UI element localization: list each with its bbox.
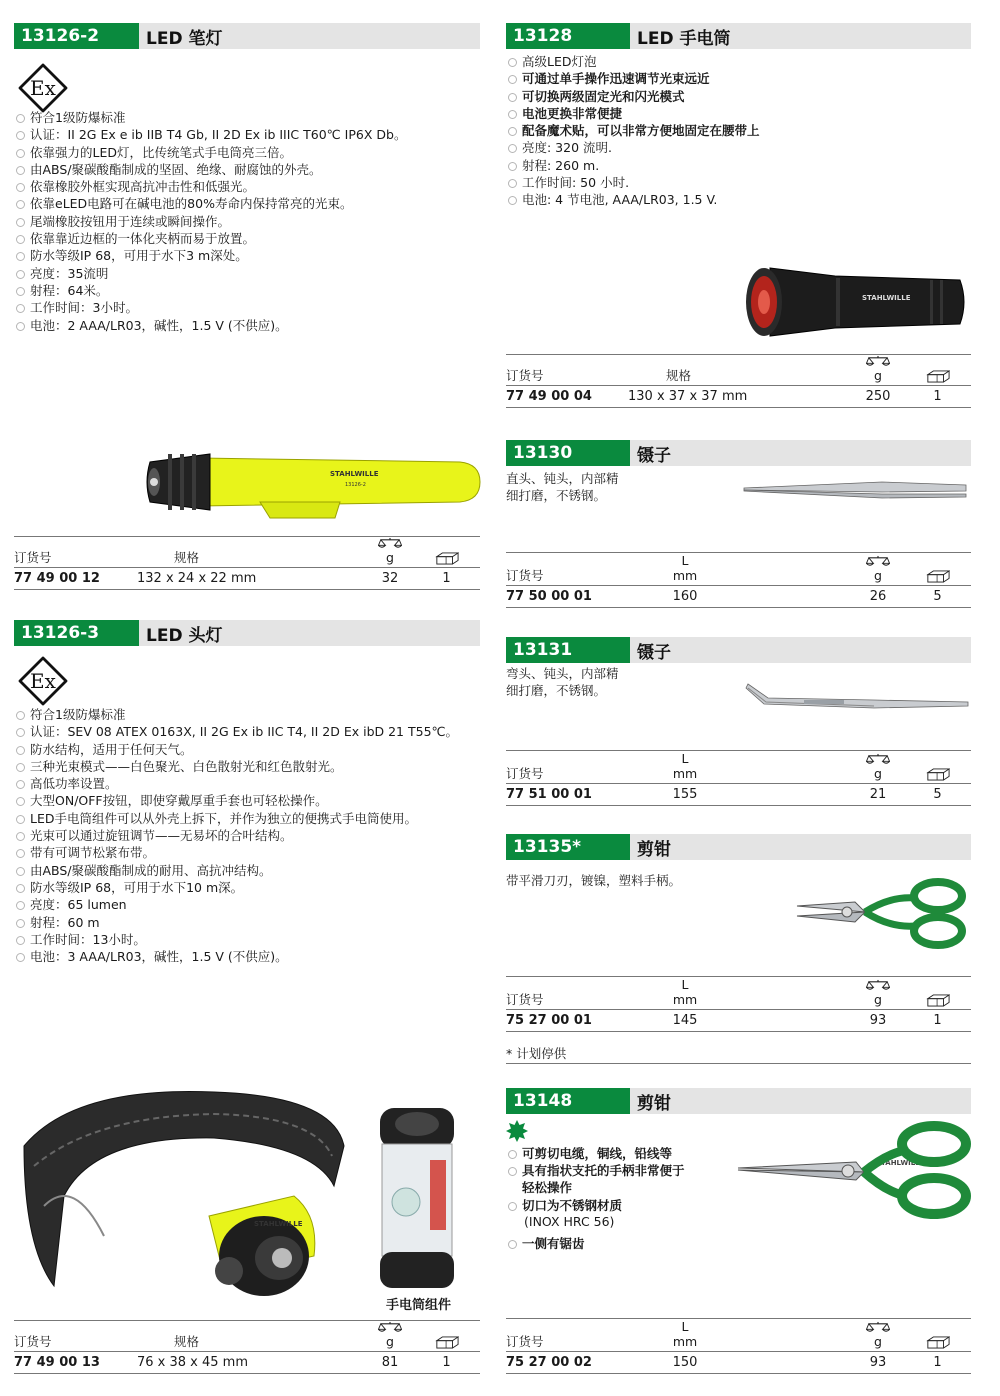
feature-item: 电池：2 AAA/LR03，碱性，1.5 V (不供应)。 [14, 317, 406, 334]
feature-item: 尾端橡胶按钮用于连续或瞬间操作。 [14, 213, 406, 230]
feature-item: 依靠靠近边框的一体化夹柄而易于放置。 [14, 230, 406, 247]
feature-item: 射程：60 m [14, 914, 458, 931]
unit-mm: mm [672, 992, 698, 1007]
table-row [506, 1010, 971, 1032]
spec-table-13126-2 [14, 536, 480, 590]
weight: 93 [852, 1010, 904, 1032]
description [506, 872, 681, 889]
description-line: 带平滑刀刃，镀镍，塑料手柄。 [506, 873, 682, 888]
col-length: L [681, 553, 689, 568]
unit-g: g [386, 550, 394, 565]
order-number: 77 49 00 13 [14, 1352, 137, 1374]
spec-table-13130 [506, 552, 971, 608]
col-spec: 规格 [628, 355, 852, 386]
section-header [506, 834, 971, 860]
new-star-icon [506, 1120, 528, 1142]
pen-light-image [140, 440, 490, 530]
feature-item: 防水等级IP 68，可用于水下3 m深处。 [14, 247, 406, 264]
package-box-icon [413, 1336, 480, 1349]
section-title: 剪钳 [637, 839, 671, 860]
head-lamp-image [14, 1086, 364, 1314]
unit-g: g [874, 368, 882, 383]
table-row [14, 1352, 480, 1374]
svg-text:STAHLWILLE: STAHLWILLE [254, 1220, 303, 1228]
weight: 81 [367, 1352, 413, 1374]
spec-table-13131 [506, 750, 971, 806]
feature-item: 配备魔术贴，可以非常方便地固定在腰带上 [506, 122, 760, 139]
unit-g: g [874, 568, 882, 583]
package-box-icon [904, 570, 971, 583]
description-line: 直头、钝头，内部精 [506, 471, 619, 486]
feature-item: 防水等级IP 68，可用于水下10 m深。 [14, 879, 458, 896]
description-line: 弯头、钝头，内部精 [506, 666, 619, 681]
feature-list [506, 1145, 685, 1180]
weight: 32 [367, 568, 413, 590]
col-order-no: 订货号 [14, 537, 137, 568]
quantity: 1 [904, 386, 971, 408]
quantity: 1 [413, 568, 480, 590]
spec-table-13148 [506, 1318, 971, 1374]
col-order-no: 订货号 [14, 1321, 137, 1352]
dimensions: 76 x 38 x 45 mm [137, 1352, 367, 1374]
unit-g: g [874, 1334, 882, 1349]
spec-table-13135 [506, 976, 971, 1032]
feature-item: 具有指状支托的手柄非常便于 [506, 1162, 685, 1179]
scale-weight-icon [852, 753, 904, 766]
scale-weight-icon [852, 979, 904, 992]
feature-item: 符合1级防爆标准 [14, 706, 458, 723]
col-length: L [681, 977, 689, 992]
feature-item: 切口为不锈钢材质 [506, 1197, 622, 1214]
feature-item: 亮度: 320 流明. [506, 139, 760, 156]
feature-item: 依靠强力的LED灯，比传统笔式手电筒亮三倍。 [14, 144, 406, 161]
table-header [506, 977, 971, 1010]
feature-item: 依靠橡胶外框实现高抗冲击性和低强光。 [14, 178, 406, 195]
svg-text:STAHLWILLE: STAHLWILLE [330, 470, 379, 478]
unit-g: g [386, 1334, 394, 1349]
straight-tweezers-image [742, 478, 970, 502]
quantity: 1 [413, 1352, 480, 1374]
feature-item: 三种光束模式——白色聚光、白色散射光和红色散射光。 [14, 758, 458, 775]
feature-item: 射程：64米。 [14, 282, 406, 299]
ex-explosion-proof-icon [18, 656, 68, 706]
col-order-no: 订货号 [506, 553, 628, 586]
section-header [14, 620, 480, 646]
table-row [14, 568, 480, 590]
section-title: 镊子 [637, 642, 671, 663]
section-header [506, 23, 971, 49]
article-code: 13135* [506, 834, 630, 860]
description-line: 细打磨，不锈钢。 [506, 683, 607, 698]
feature-item: 亮度：65 lumen [14, 896, 458, 913]
feature-item: 可切换两级固定光和闪光模式 [506, 88, 760, 105]
col-order-no: 订货号 [506, 977, 628, 1010]
feature-item: 可剪切电缆，铜线，铅线等 [506, 1145, 685, 1162]
section-header [14, 23, 480, 49]
unit-mm: mm [672, 1334, 698, 1349]
package-box-icon [413, 552, 480, 565]
col-spec: 规格 [137, 537, 367, 568]
spec-table-13128 [506, 354, 971, 408]
quantity: 5 [904, 784, 971, 806]
feature-list [506, 53, 760, 209]
feature-continuation: (INOX HRC 56) [524, 1214, 615, 1229]
feature-item: 由ABS/聚碳酸酯制成的坚固、绝缘、耐腐蚀的外壳。 [14, 161, 406, 178]
order-number: 75 27 00 02 [506, 1352, 628, 1374]
feature-item: 可通过单手操作迅速调节光束远近 [506, 70, 760, 87]
feature-item: 电池更换非常便捷 [506, 105, 760, 122]
section-13128 [506, 23, 971, 208]
section-title: LED 笔灯 [146, 28, 223, 49]
feature-item: LED手电筒组件可以从外壳上拆下，并作为独立的便携式手电筒使用。 [14, 810, 458, 827]
table-header [14, 1321, 480, 1352]
svg-text:STAHLWILLE: STAHLWILLE [876, 1159, 925, 1167]
scale-weight-icon [367, 1321, 413, 1334]
article-code: 13126-2 [14, 23, 139, 49]
brand-label: STAHLWILLE [862, 294, 911, 302]
feature-item: 工作时间: 50 小时. [506, 174, 760, 191]
quantity: 5 [904, 586, 971, 608]
ex-explosion-proof-icon [18, 63, 68, 113]
length: 160 [628, 586, 742, 608]
table-header [506, 1319, 971, 1352]
section-title: LED 手电筒 [637, 28, 731, 49]
feature-item: 工作时间：13小时。 [14, 931, 458, 948]
section-header [506, 440, 971, 466]
section-13130 [506, 440, 971, 503]
dimensions: 132 x 24 x 22 mm [137, 568, 367, 590]
package-box-icon [904, 768, 971, 781]
feature-item: 认证：II 2G Ex e ib IIB T4 Gb, II 2D Ex ib IIIC T60℃ IP6X Db。 [14, 126, 406, 143]
section-title: 剪钳 [637, 1093, 671, 1114]
scale-weight-icon [852, 355, 904, 368]
scissors-image [795, 876, 971, 952]
section-title: 镊子 [637, 445, 671, 466]
quantity: 1 [904, 1010, 971, 1032]
feature-item: 带有可调节松紧布带。 [14, 844, 458, 861]
description [506, 665, 619, 699]
order-number: 77 49 00 04 [506, 386, 628, 408]
flashlight-module-image [372, 1104, 462, 1294]
feature-item: 大型ON/OFF按钮，即使穿戴厚重手套也可轻松操作。 [14, 792, 458, 809]
unit-g: g [874, 766, 882, 781]
section-13135 [506, 834, 971, 888]
feature-list [14, 706, 458, 965]
unit-mm: mm [672, 766, 698, 781]
feature-item: 防水结构，适用于任何天气。 [14, 741, 458, 758]
feature-item: 高级LED灯泡 [506, 53, 760, 70]
feature-item: 一侧有锯齿 [506, 1235, 585, 1252]
torch-image [740, 262, 970, 342]
order-number: 77 50 00 01 [506, 586, 628, 608]
article-code: 13126-3 [14, 620, 139, 646]
feature-item: 电池：3 AAA/LR03，碱性，1.5 V (不供应)。 [14, 948, 458, 965]
length: 145 [628, 1010, 742, 1032]
table-header [14, 537, 480, 568]
package-box-icon [904, 994, 971, 1007]
weight: 93 [852, 1352, 904, 1374]
spec-table-13126-3 [14, 1320, 480, 1374]
section-header [506, 1088, 971, 1114]
article-code: 13148 [506, 1088, 630, 1114]
weight: 250 [852, 386, 904, 408]
section-13131 [506, 637, 971, 698]
electrician-scissors-image [736, 1120, 972, 1220]
weight: 26 [852, 586, 904, 608]
length: 150 [628, 1352, 742, 1374]
bent-tweezers-image [744, 678, 972, 714]
feature-item: 射程: 260 m. [506, 157, 760, 174]
feature-continuation: 轻松操作 [522, 1180, 573, 1195]
quantity: 1 [904, 1352, 971, 1374]
article-code: 13128 [506, 23, 630, 49]
divider [506, 1063, 971, 1064]
svg-text:13126-2: 13126-2 [345, 482, 366, 488]
col-length: L [681, 751, 689, 766]
table-header [506, 355, 971, 386]
table-row [506, 1352, 971, 1374]
dimensions: 130 x 37 x 37 mm [628, 386, 852, 408]
feature-item: 符合1级防爆标准 [14, 109, 406, 126]
feature-item: 依靠eLED电路可在碱电池的80%寿命内保持常亮的光束。 [14, 195, 406, 212]
col-order-no: 订货号 [506, 751, 628, 784]
order-number: 77 51 00 01 [506, 784, 628, 806]
feature-item: 亮度：35流明 [14, 265, 406, 282]
length: 155 [628, 784, 742, 806]
table-row [506, 386, 971, 408]
description-line: 细打磨，不锈钢。 [506, 488, 607, 503]
feature-item: 工作时间：3小时。 [14, 299, 406, 316]
feature-item: 高低功率设置。 [14, 775, 458, 792]
feature-list [14, 109, 406, 334]
feature-list [506, 1235, 585, 1252]
weight: 21 [852, 784, 904, 806]
order-number: 77 49 00 12 [14, 568, 137, 590]
unit-mm: mm [672, 568, 698, 583]
col-order-no: 订货号 [506, 355, 628, 386]
scale-weight-icon [852, 555, 904, 568]
col-spec: 规格 [137, 1321, 367, 1352]
scale-weight-icon [367, 537, 413, 550]
col-order-no: 订货号 [506, 1319, 628, 1352]
table-row [506, 586, 971, 608]
feature-item: 电池: 4 节电池, AAA/LR03, 1.5 V. [506, 191, 760, 208]
scale-weight-icon [852, 1321, 904, 1334]
section-title: LED 头灯 [146, 625, 223, 646]
feature-item: 光束可以通过旋钮调节——无易坏的合叶结构。 [14, 827, 458, 844]
package-box-icon [904, 1336, 971, 1349]
article-code: 13131 [506, 637, 630, 663]
discontinued-note: * 计划停供 [506, 1046, 567, 1061]
article-code: 13130 [506, 440, 630, 466]
table-header [506, 751, 971, 784]
section-13126-2 [14, 23, 480, 333]
table-header [506, 553, 971, 586]
order-number: 75 27 00 01 [506, 1010, 628, 1032]
feature-list [506, 1197, 622, 1214]
description [506, 470, 619, 504]
section-13126-3 [14, 620, 480, 965]
section-header [506, 637, 971, 663]
feature-item: 认证：SEV 08 ATEX 0163X, II 2G Ex ib IIC T4, II 2D Ex ibD 21 T55℃。 [14, 723, 458, 740]
package-box-icon [904, 370, 971, 383]
feature-item: 由ABS/聚碳酸酯制成的耐用、高抗冲结构。 [14, 862, 458, 879]
table-row [506, 784, 971, 806]
unit-g: g [874, 992, 882, 1007]
col-length: L [681, 1319, 689, 1334]
image-caption: 手电筒组件 [386, 1298, 452, 1313]
